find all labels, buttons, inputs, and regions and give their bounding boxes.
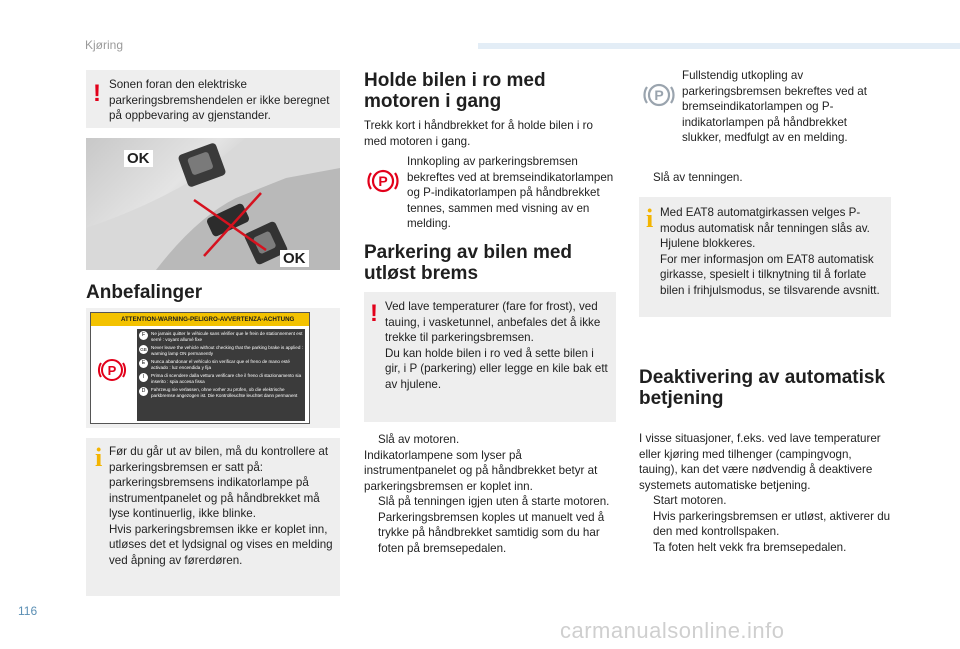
release-confirmation-text: Fullstendig utkopling av parkeringsbremsen bekreftes ved at bremseindikatorlampen og P-indikatorlampen på håndbrekket slukker, medfulgt av en melding. [682, 69, 867, 144]
sticker-line-text: Fahrzeug nie verlassen, ohne vorher zu prüfen, ob die elektrische parkbremse angezogen ist. Die Kontrolleuchte leuchtet dann permanent [151, 387, 298, 398]
warning-box-storage [86, 70, 340, 128]
info-text: Med EAT8 automatgirkassen velges P-modus automatisk når tenningen slås av. Hjulene blokkeres. For mer informasjon om EAT8 automatisk girkasse, spesielt i tilknytning til å forlate bilen i frihjulsmodus, se tilsvarende avsnitt. [660, 206, 880, 297]
svg-text:P: P [654, 87, 664, 103]
sticker-line-code: I [139, 373, 148, 382]
step-text: Slå på tenningen igjen uten å starte motoren. [378, 495, 610, 508]
deactivate-text [639, 431, 891, 555]
sticker-parking-icon [97, 355, 127, 385]
release-steps [364, 432, 616, 556]
step-arrow-icon [364, 494, 378, 510]
ok-label-bottom: OK [280, 250, 309, 267]
section-title: Kjøring [85, 38, 124, 52]
step-item [639, 493, 891, 509]
sticker-line-text: Ne jamais quitter le véhicule sans vérifier que le frein de stationnement est serré : voyant allumé fixe [151, 331, 303, 342]
sticker-line [137, 357, 305, 371]
deactivate-intro: I visse situasjoner, f.eks. ved lave temperaturer eller kjøring med tilhenger (campingvogn, tauing), kan det være nødvendig å deaktivere systemets automatiske betjening. [639, 432, 881, 492]
step-item [364, 432, 616, 448]
sticker-line [137, 385, 305, 399]
page-number: 116 [18, 604, 38, 618]
warning-sticker-area [86, 308, 340, 428]
watermark: carmanualsonline.info [560, 618, 785, 643]
sticker-line [137, 329, 305, 343]
heading-hold-vehicle: Holde bilen i ro med motoren i gang [364, 70, 546, 112]
svg-text:P: P [378, 173, 388, 189]
sticker-line-code: D [139, 387, 148, 396]
warning-text: Ved lave temperaturer (fare for frost), ved tauing, i vasketunnel, anbefales det å ikke trekke til parkeringsbremsen. Du kan holde bilen i ro ved å sette bilen i gir, i P (parkering) eller legge en kile bak ett av hjulene. [385, 300, 608, 391]
step-arrow-icon [639, 170, 653, 186]
ok-label-top: OK [124, 150, 153, 167]
info-text: Før du går ut av bilen, må du kontrollere at parkeringsbremsen er satt på: parkeringsbremsens indikatorlampe på instrumentpanelet og på håndbrekket må lyse kontinuerlig, ikke blinke. Hvis parkeringsbremsen ikke er koplet inn, utløses det et lydsignal og vises en melding ved åpning av førerdøren. [109, 445, 333, 567]
step-text: Parkeringsbremsen koples ut manuelt ved å trykke på håndbrekket samtidig som du har foten på bremsepedalen. [378, 510, 605, 555]
engage-confirmation-text: Innkopling av parkeringsbremsen bekreftes ved at bremseindikatorlampen og P-indikatorlampen på håndbrekket tennes, sammen med visning av en melding. [407, 155, 614, 230]
warning-box-frost [364, 292, 616, 422]
sticker-line-code: E [139, 359, 148, 368]
heading-recommendations: Anbefalinger [86, 282, 203, 303]
warning-icon: ! [93, 80, 101, 107]
step-arrow-icon [639, 509, 653, 540]
step-arrow-icon [639, 493, 653, 509]
step-arrow-icon [364, 510, 378, 557]
sticker-title-band [91, 313, 309, 326]
step-text: Slå av motoren. [378, 433, 460, 446]
info-icon: i [95, 443, 103, 472]
info-icon: i [646, 204, 654, 233]
warning-text: Sonen foran den elektriske parkeringsbremshendelen er ikke beregnet på oppbevaring av gjenstander. [109, 78, 330, 122]
header-accent-bar [478, 43, 960, 49]
heading-park-released: Parkering av bilen med utløst brems [364, 242, 573, 284]
parking-brake-photo [86, 138, 340, 270]
step-arrow-icon [364, 432, 378, 448]
hold-vehicle-text: Trekk kort i håndbrekket for å holde bilen i ro med motoren i gang. [364, 119, 593, 148]
sticker-title: ATTENTION-WARNING-PELIGRO-AVVERTENZA-ACHTUNG [121, 316, 295, 323]
info-box-leaving [86, 438, 340, 596]
sticker-line-code: GB [140, 347, 147, 352]
warning-icon: ! [370, 300, 378, 327]
step-item [639, 170, 891, 186]
sticker-line [137, 343, 305, 357]
sticker-line [137, 371, 305, 385]
step-item [639, 540, 891, 556]
step-text: Start motoren. [653, 494, 727, 507]
sticker-line-text: Prima di scendere dalla vettura verificare che il freno di stazionamento sia inserito : spia accesa fissa [151, 373, 302, 384]
step-item [364, 494, 616, 510]
parking-brake-off-icon [642, 80, 676, 110]
step-item [639, 509, 891, 540]
svg-text:P: P [107, 363, 117, 378]
sticker-lines [137, 329, 305, 421]
info-box-eat8 [639, 197, 891, 317]
sticker-line-code: F [139, 331, 148, 340]
step-text: Ta foten helt vekk fra bremsepedalen. [653, 540, 847, 554]
sticker-line-text: Never leave the vehicle without checking that the parking brake is applied : warning lamp ON permanently [151, 345, 303, 356]
warning-sticker [90, 312, 310, 424]
step-text: Slå av tenningen. [653, 171, 743, 184]
sticker-line-text: Nunca abandonar el vehículo sin verificar que el freno de mano esté activado : luz encendida y fija [151, 359, 290, 370]
indicator-text: Indikatorlampene som lyser på instrumentpanelet og på håndbrekket betyr at parkeringsbremsen er koplet inn. [364, 448, 598, 493]
parking-brake-on-icon [366, 166, 400, 196]
step-arrow-icon [639, 540, 653, 556]
heading-deactivate-automatic: Deaktivering av automatisk betjening [639, 367, 886, 409]
step-text: Hvis parkeringsbremsen er utløst, aktiverer du den med kontrollspaken. [653, 509, 891, 538]
step-item [364, 510, 616, 557]
